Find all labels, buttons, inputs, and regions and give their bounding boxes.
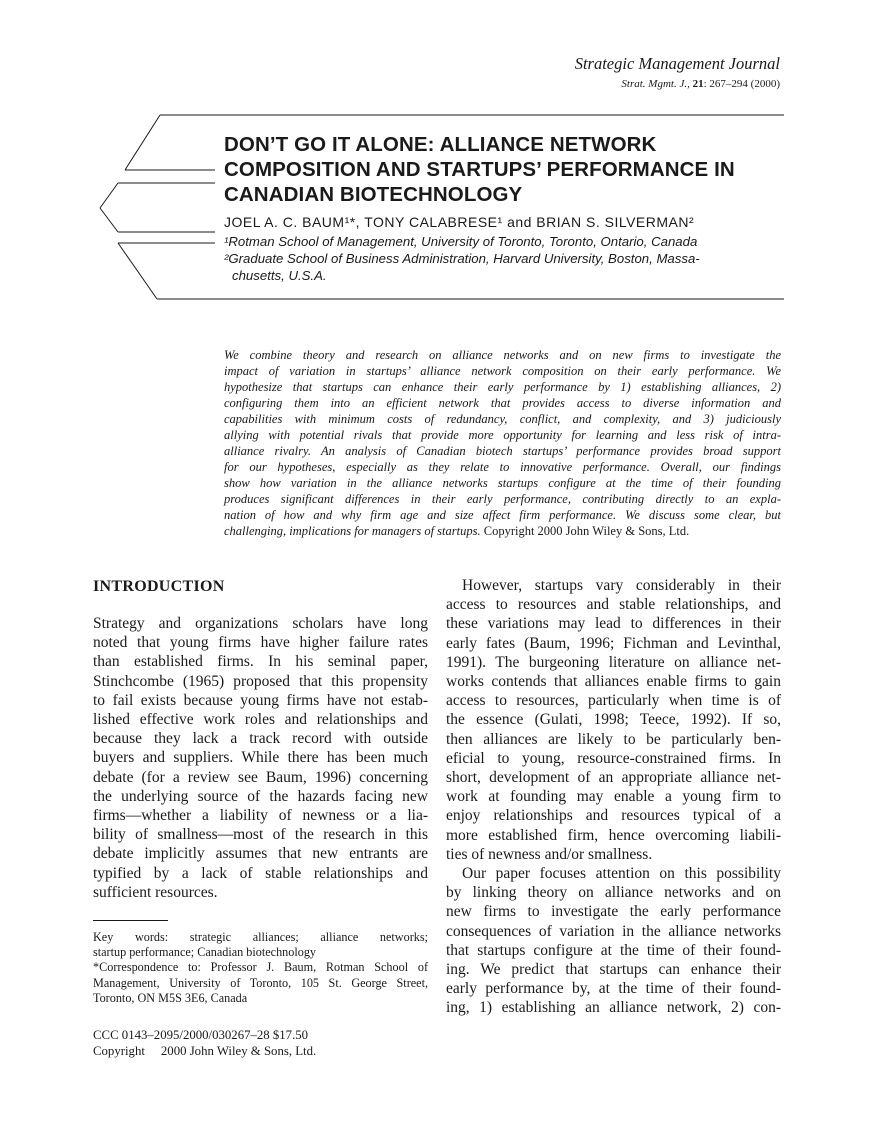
- body-line: ing, 1) establishing an alliance network, 2) con-: [446, 999, 781, 1017]
- abstract-line: nation of how and why firm age and size affect firm performance. We discuss some clear, but: [224, 508, 781, 522]
- abstract-line: allying with potential rivals that provide more opportunity for learning and less risk of intra-: [224, 428, 781, 442]
- title-line: COMPOSITION AND STARTUPS’ PERFORMANCE IN: [224, 158, 735, 181]
- body-line: that startups configure at the time of their found-: [446, 941, 781, 959]
- body-line: debate implicitly assumes that new entrants are: [93, 845, 428, 863]
- body-line: ties of newness and/or smallness.: [446, 845, 653, 863]
- abstract-line: for our hypotheses, especially as they relate to innovative performance. Overall, our findings: [224, 460, 781, 474]
- body-line: by linking theory on alliance networks and on: [446, 884, 781, 902]
- affiliation-2-continued: chusetts, U.S.A.: [232, 268, 327, 283]
- right-column-text: [446, 576, 781, 1018]
- body-line: Stinchcombe (1965) proposed that this propensity: [93, 672, 428, 690]
- body-line: new firms to investigate the early performance: [446, 903, 781, 921]
- body-line: Our paper focuses attention on this possibility: [462, 865, 781, 883]
- footnote-line: Management, University of Toronto, 105 St. George Street,: [93, 975, 428, 990]
- body-line: to fail exists because young firms have not estab-: [93, 691, 428, 709]
- abstract-line: produces significant differences in their early performance, contributing directly to an expla-: [224, 492, 781, 506]
- affiliation-1: ¹Rotman School of Management, University of Toronto, Toronto, Ontario, Canada: [224, 234, 698, 249]
- footnotes: [93, 930, 428, 1006]
- section-heading: INTRODUCTION: [93, 578, 225, 595]
- abstract-line: alliance rivalry. An analysis of Canadian biotech startups’ performance provides broad support: [224, 444, 781, 458]
- footnote-divider: [93, 920, 168, 921]
- body-line: works contends that alliances enable firms to gain: [446, 673, 781, 691]
- body-line: than established firms. In his seminal paper,: [93, 653, 428, 671]
- abstract-line: We combine theory and research on alliance networks and on new firms to investigate the: [224, 348, 781, 362]
- citation-abbrev: Strat. Mgmt. J.,: [621, 78, 690, 90]
- abstract-line: show how variation in the alliance networks startups configure at the time of their founding: [224, 476, 781, 490]
- footnote-line: startup performance; Canadian biotechnology: [93, 945, 317, 960]
- abstract: [224, 347, 781, 539]
- body-line: lished effective work roles and relationships and: [93, 711, 428, 729]
- body-line: bility of smallness—most of the research in this: [93, 826, 428, 844]
- footnote-line: *Correspondence to: Professor J. Baum, Rotman School of: [93, 960, 428, 975]
- body-line: firms—whether a liability of newness or a lia-: [93, 807, 428, 825]
- body-line: access to resources, particularly when time is of: [446, 692, 781, 710]
- body-line: early fates (Baum, 1996; Fichman and Levinthal,: [446, 634, 781, 652]
- body-line: more established firm, hence overcoming liabili-: [446, 826, 781, 844]
- body-line: buyers and suppliers. While there has been much: [93, 749, 428, 767]
- title-line: DON’T GO IT ALONE: ALLIANCE NETWORK: [224, 133, 657, 156]
- body-line: then alliances are likely to be particularly ben-: [446, 730, 781, 748]
- body-line: noted that young firms have higher failure rates: [93, 634, 428, 652]
- body-line: ing. We predict that startups can enhance their: [446, 961, 781, 979]
- body-line: early performance by, at the time of their found-: [446, 980, 781, 998]
- footnote-line: Toronto, ON M5S 3E6, Canada: [93, 990, 248, 1005]
- author-list: JOEL A. C. BAUM¹*, TONY CALABRESE¹ and BRIAN S. SILVERMAN²: [224, 214, 695, 230]
- abstract-last-line: [224, 523, 781, 539]
- abstract-line: hypothesize that startups can enhance their early performance by 1) establishing alliances, 2): [224, 380, 781, 394]
- body-line: Strategy and organizations scholars have long: [93, 615, 428, 632]
- body-line: sufficient resources.: [93, 883, 218, 901]
- body-line: these variations may lead to differences in their: [446, 615, 781, 633]
- body-line: the underlying source of the hazards facing new: [93, 787, 428, 805]
- body-line: work at founding may enable a young firm to: [446, 788, 781, 806]
- body-line: However, startups vary considerably in their: [462, 577, 781, 594]
- left-column-text: [93, 614, 428, 902]
- affiliations: [224, 233, 784, 284]
- article-title: [224, 132, 784, 207]
- body-line: short, development of an appropriate alliance net-: [446, 769, 781, 787]
- abstract-line: impact of variation in startups’ alliance network composition on their early performance. We: [224, 364, 781, 378]
- journal-name: Strategic Management Journal: [574, 54, 780, 73]
- ccc-code: CCC 0143–2095/2000/030267–28 $17.50: [93, 1028, 309, 1042]
- abstract-copyright: Copyright 2000 John Wiley & Sons, Ltd.: [483, 524, 690, 538]
- title-line: CANADIAN BIOTECHNOLOGY: [224, 183, 523, 206]
- abstract-line: capabilities with minimum costs of redundancy, conflict, and complexity, and 3) judiciously: [224, 412, 781, 426]
- body-line: 1991). The burgeoning literature on alliance net-: [446, 653, 781, 671]
- body-line: enjoy relationships and resources typical of a: [446, 807, 781, 825]
- body-line: access to resources and stable relationships, and: [446, 596, 781, 614]
- affiliation-2: ²Graduate School of Business Administration, Harvard University, Boston, Massa-: [224, 251, 700, 266]
- citation-pages: : 267–294 (2000): [703, 78, 780, 90]
- body-line: eficial to young, resource-constrained firms. In: [446, 749, 781, 767]
- body-line: consequences of variation in the alliance networks: [446, 922, 781, 940]
- footnote-line: Key words: strategic alliances; alliance networks;: [93, 930, 428, 944]
- body-line: typified by a lack of stable relationships and: [93, 864, 428, 882]
- citation-volume: 21: [692, 78, 704, 90]
- abstract-last-text: challenging, implications for managers of startups.: [224, 524, 481, 538]
- body-line: the essence (Gulati, 1998; Teece, 1992). If so,: [446, 711, 781, 729]
- body-line: debate (for a review see Baum, 1996) concerning: [93, 768, 428, 786]
- body-line: because they lack a track record with outside: [93, 730, 428, 748]
- page-footer: [93, 1028, 316, 1059]
- abstract-line: configuring them into an efficient network that provides access to diverse information and: [224, 396, 781, 410]
- footer-copyright: Copyright 2000 John Wiley & Sons, Ltd.: [93, 1043, 317, 1058]
